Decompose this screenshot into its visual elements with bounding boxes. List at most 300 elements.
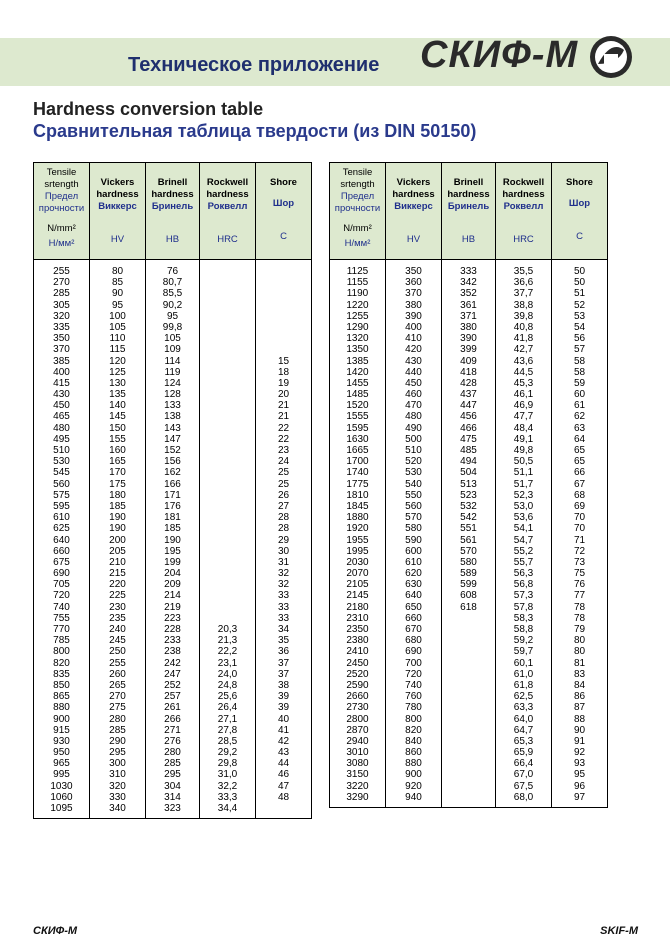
table-cell: 305 — [53, 299, 70, 311]
table-cell: 105 — [164, 333, 181, 345]
table-cell: 57,8 — [513, 601, 534, 613]
banner-title: Техническое приложение — [128, 54, 380, 76]
table-cell: 466 — [460, 422, 477, 434]
table-cell: 304 — [164, 780, 181, 792]
table-cell: 570 — [460, 545, 477, 557]
table-cell — [200, 490, 255, 501]
table-cell: 250 — [109, 646, 126, 658]
table-cell: 540 — [405, 478, 422, 490]
table-cell: 561 — [460, 534, 477, 546]
col-brinell-header: Brinell hardness Бринель HB — [146, 163, 200, 260]
table-cell: 242 — [164, 657, 181, 669]
table-cell: 61 — [573, 400, 586, 412]
table-cell: 1740 — [346, 467, 369, 479]
table-cell: 755 — [53, 612, 70, 624]
table-cell: 54,7 — [513, 534, 534, 546]
table-cell — [200, 501, 255, 512]
table-cell: 190 — [164, 534, 181, 546]
table-cell: 1350 — [346, 344, 369, 356]
table-cell: 35,5 — [513, 266, 534, 277]
table-cell: 504 — [460, 467, 477, 479]
table-cell: 45,3 — [513, 377, 534, 389]
table-cell: 56 — [573, 333, 586, 345]
table-cell: 570 — [405, 512, 422, 524]
table-cell: 342 — [460, 277, 477, 289]
table-cell: 280 — [164, 747, 181, 759]
table-cell: 64,7 — [513, 724, 534, 736]
table-cell: 37,7 — [513, 288, 534, 300]
table-cell — [200, 356, 255, 367]
table-cell: 42 — [277, 735, 290, 747]
table-cell: 530 — [405, 467, 422, 479]
table-cell: 49,1 — [513, 433, 534, 445]
table-cell: 850 — [53, 679, 70, 691]
table-cell: 59,7 — [513, 646, 534, 658]
table-cell: 67,5 — [513, 780, 534, 792]
table-cell: 51,7 — [513, 478, 534, 490]
table-cell: 2590 — [346, 679, 369, 691]
table-cell: 64,0 — [513, 713, 534, 725]
table-cell: 225 — [109, 590, 126, 602]
table-cell: 352 — [460, 288, 477, 300]
table-cell: 83 — [573, 668, 586, 680]
table-cell: 37 — [277, 657, 290, 669]
table-cell: 199 — [164, 556, 181, 568]
table-cell: 450 — [53, 400, 70, 412]
table-cell: 290 — [109, 735, 126, 747]
table-cell: 430 — [405, 355, 422, 367]
table-cell — [256, 288, 311, 299]
table-cell: 43 — [277, 747, 290, 759]
table-cell: 21 — [277, 411, 290, 423]
table-cell: 1845 — [346, 500, 369, 512]
table-cell: 18 — [277, 366, 290, 378]
table-cell: 63,3 — [513, 702, 534, 714]
table-cell: 3290 — [346, 791, 369, 803]
table-cell: 370 — [405, 288, 422, 300]
table-cell: 670 — [405, 624, 422, 635]
table-cell: 54 — [573, 321, 586, 333]
table-cell: 185 — [109, 500, 126, 512]
table-cell: 39 — [277, 702, 290, 714]
table-cell: 50 — [573, 266, 586, 277]
table-cell: 610 — [405, 556, 422, 568]
table-cell: 160 — [109, 445, 126, 456]
table-cell: 820 — [53, 657, 70, 669]
table-cell: 660 — [405, 612, 422, 624]
table-cell: 80 — [573, 646, 586, 658]
table-cell: 295 — [109, 747, 126, 759]
table-cell: 79 — [573, 624, 586, 635]
table-cell: 46 — [277, 769, 290, 781]
table-cell: 310 — [109, 769, 126, 781]
table-cell: 21,3 — [217, 635, 238, 647]
table-cell: 1700 — [346, 456, 369, 468]
table-cell: 1155 — [346, 277, 369, 289]
table-cell: 36 — [277, 646, 290, 658]
table-cell: 480 — [53, 422, 70, 434]
table-cell: 128 — [164, 389, 181, 401]
table-cell: 155 — [109, 433, 126, 445]
table-cell: 320 — [53, 310, 70, 322]
table-cell: 575 — [53, 489, 70, 501]
table-cell: 420 — [405, 344, 422, 356]
table-cell: 300 — [109, 758, 126, 770]
table-cell: 80 — [111, 266, 124, 277]
table-cell: 865 — [53, 691, 70, 703]
table-cell: 595 — [53, 500, 70, 512]
table-cell: 410 — [405, 333, 422, 345]
table-cell: 81 — [573, 657, 586, 669]
table-cell: 90,2 — [162, 299, 183, 311]
table-cell — [200, 411, 255, 422]
col-rockwell-values — [496, 260, 552, 808]
table-cell: 230 — [109, 601, 126, 613]
table-cell: 92 — [573, 747, 586, 759]
table-cell: 143 — [164, 422, 181, 434]
table-cell: 510 — [405, 445, 422, 456]
table-cell: 238 — [164, 646, 181, 658]
col-rockwell-header: Rockwell hardness Роквелл HRC — [200, 163, 256, 260]
table-cell: 385 — [53, 355, 70, 367]
table-cell: 705 — [53, 579, 70, 591]
table-cell: 860 — [405, 747, 422, 759]
title-english: Hardness conversion table — [33, 99, 264, 119]
table-cell: 965 — [53, 758, 70, 770]
table-cell: 75 — [573, 568, 586, 580]
table-cell: 40,8 — [513, 321, 534, 333]
table-cell: 2940 — [346, 735, 369, 747]
table-cell: 2030 — [346, 556, 369, 568]
table-cell: 34,4 — [217, 803, 238, 814]
table-cell: 520 — [405, 456, 422, 468]
table-cell: 51,1 — [513, 467, 534, 479]
table-cell: 73 — [573, 556, 586, 568]
table-cell: 50,5 — [513, 456, 534, 468]
table-cell: 2730 — [346, 702, 369, 714]
table-cell: 1190 — [346, 288, 369, 300]
table-cell: 513 — [460, 478, 477, 490]
table-cell: 51 — [573, 288, 586, 300]
table-cell: 1595 — [346, 422, 369, 434]
table-cell: 37 — [277, 668, 290, 680]
table-cell: 114 — [164, 355, 181, 367]
table-cell: 61,8 — [513, 679, 534, 691]
table-cell: 53,6 — [513, 512, 534, 524]
table-cell: 72 — [573, 545, 586, 557]
table-cell: 71 — [573, 534, 586, 546]
table-cell: 1555 — [346, 411, 369, 423]
table-cell: 90 — [573, 724, 586, 736]
table-cell: 21 — [277, 400, 290, 412]
table-cell: 200 — [109, 534, 126, 546]
table-cell: 589 — [460, 568, 477, 580]
table-cell: 185 — [164, 523, 181, 535]
table-cell — [442, 658, 495, 669]
table-cell — [200, 344, 255, 355]
table-cell: 57 — [573, 344, 586, 356]
table-cell: 580 — [460, 556, 477, 568]
table-cell: 55,7 — [513, 556, 534, 568]
table-cell: 28 — [277, 523, 290, 535]
table-cell: 22 — [277, 433, 290, 445]
table-cell: 390 — [460, 333, 477, 345]
table-cell: 67 — [573, 478, 586, 490]
table-cell: 26 — [277, 489, 290, 501]
table-cell: 720 — [405, 668, 422, 680]
table-cell: 480 — [405, 411, 422, 423]
table-cell: 630 — [405, 579, 422, 591]
table-cell — [442, 758, 495, 769]
table-cell: 399 — [460, 344, 477, 356]
table-cell: 785 — [53, 635, 70, 647]
table-cell: 1290 — [346, 321, 369, 333]
col-vickers-header: Vickers hardness Виккерс HV — [90, 163, 146, 260]
table-cell: 27,8 — [217, 724, 238, 736]
table-cell — [200, 400, 255, 411]
table-cell — [200, 322, 255, 333]
table-cell: 69 — [573, 500, 586, 512]
table-cell — [200, 467, 255, 478]
table-cell: 76 — [166, 266, 179, 277]
table-cell: 720 — [53, 590, 70, 602]
table-cell: 1485 — [346, 389, 369, 401]
table-cell — [256, 322, 311, 333]
table-cell: 314 — [164, 791, 181, 803]
table-cell: 255 — [53, 266, 70, 277]
table-cell: 55,2 — [513, 545, 534, 557]
table-cell: 56,3 — [513, 568, 534, 580]
table-cell: 2410 — [346, 646, 369, 658]
table-cell: 485 — [460, 445, 477, 456]
table-cell: 67,0 — [513, 769, 534, 781]
table-cell: 36,6 — [513, 277, 534, 289]
table-cell: 91 — [573, 735, 586, 747]
table-cell: 550 — [405, 489, 422, 501]
table-cell — [442, 714, 495, 725]
table-cell: 1255 — [346, 310, 369, 322]
col-shore-header: Shore Шор C — [552, 163, 608, 260]
table-cell: 170 — [109, 467, 126, 479]
table-cell: 280 — [109, 713, 126, 725]
table-cell: 950 — [53, 747, 70, 759]
table-cell — [200, 333, 255, 344]
table-cell: 80,7 — [162, 277, 183, 289]
table-cell: 400 — [405, 321, 422, 333]
table-cell: 2105 — [346, 579, 369, 591]
table-cell: 257 — [164, 691, 181, 703]
col-shore-header: Shore Шор C — [256, 163, 312, 260]
table-cell: 105 — [109, 321, 126, 333]
table-cell: 608 — [460, 590, 477, 602]
table-cell: 220 — [109, 579, 126, 591]
table-cell: 65 — [573, 445, 586, 456]
table-cell: 190 — [109, 512, 126, 524]
table-cell — [200, 546, 255, 557]
table-cell: 247 — [164, 668, 181, 680]
table-cell: 33,3 — [217, 791, 238, 803]
table-cell: 625 — [53, 523, 70, 535]
table-cell: 53,0 — [513, 500, 534, 512]
table-cell: 620 — [405, 568, 422, 580]
table-cell: 1775 — [346, 478, 369, 490]
table-cell: 68 — [573, 489, 586, 501]
table-cell: 66,4 — [513, 758, 534, 770]
table-cell: 800 — [405, 713, 422, 725]
table-cell: 1220 — [346, 299, 369, 311]
table-cell: 70 — [573, 512, 586, 524]
table-cell: 87 — [573, 702, 586, 714]
table-cell: 58 — [573, 366, 586, 378]
table-cell: 260 — [109, 668, 126, 680]
table-cell: 133 — [164, 400, 181, 412]
table-cell: 380 — [460, 321, 477, 333]
table-cell — [442, 747, 495, 758]
table-cell: 25,6 — [217, 691, 238, 703]
table-cell — [200, 535, 255, 546]
table-cell — [442, 624, 495, 635]
table-cell: 195 — [164, 545, 181, 557]
table-cell: 52,3 — [513, 489, 534, 501]
table-cell: 34 — [277, 624, 290, 635]
table-cell: 1810 — [346, 489, 369, 501]
table-cell: 50 — [573, 277, 586, 289]
table-cell: 1060 — [50, 791, 73, 803]
table-cell: 618 — [460, 601, 477, 613]
col-rockwell-values — [200, 260, 256, 819]
table-cell: 1420 — [346, 366, 369, 378]
table-cell: 245 — [109, 635, 126, 647]
table-cell — [442, 646, 495, 657]
table-cell: 39,8 — [513, 310, 534, 322]
table-cell: 95 — [573, 769, 586, 781]
table-cell: 660 — [53, 545, 70, 557]
table-cell: 361 — [460, 299, 477, 311]
table-cell: 24 — [277, 456, 290, 468]
table-cell — [442, 725, 495, 736]
table-cell: 285 — [53, 288, 70, 300]
table-header-row — [34, 163, 312, 260]
table-cell: 68,0 — [513, 791, 534, 803]
table-cell: 450 — [405, 377, 422, 389]
table-cell: 390 — [405, 310, 422, 322]
table-cell: 85,5 — [162, 288, 183, 300]
table-cell: 28 — [277, 512, 290, 524]
table-cell — [442, 736, 495, 747]
table-cell: 2180 — [346, 601, 369, 613]
table-cell: 119 — [164, 366, 181, 378]
table-cell: 48,4 — [513, 422, 534, 434]
table-cell: 20 — [277, 389, 290, 401]
table-cell: 25 — [277, 478, 290, 490]
table-cell: 145 — [109, 411, 126, 423]
table-cell: 59 — [573, 377, 586, 389]
table-cell: 580 — [405, 523, 422, 535]
table-cell: 270 — [53, 277, 70, 289]
table-cell: 835 — [53, 668, 70, 680]
table-cell: 740 — [53, 601, 70, 613]
table-cell: 147 — [164, 433, 181, 445]
table-cell: 49,8 — [513, 445, 534, 456]
table-cell: 28,5 — [217, 735, 238, 747]
table-cell: 770 — [53, 624, 70, 635]
table-cell: 97 — [573, 791, 586, 803]
col-tensile-values — [330, 260, 386, 808]
table-cell: 1955 — [346, 534, 369, 546]
col-brinell-values — [442, 260, 496, 808]
table-cell: 223 — [164, 612, 181, 624]
table-cell: 65 — [573, 456, 586, 468]
table-cell — [200, 456, 255, 467]
table-cell: 1125 — [346, 266, 369, 277]
hardness-table-left — [33, 162, 312, 819]
table-cell: 219 — [164, 601, 181, 613]
table-cell: 240 — [109, 624, 126, 635]
table-cell: 39 — [277, 691, 290, 703]
table-cell: 93 — [573, 758, 586, 770]
table-cell: 640 — [53, 534, 70, 546]
col-shore-values — [552, 260, 608, 808]
col-tensile-header: Tensile srtength Предел прочности N/mm² Н/мм² — [330, 163, 386, 260]
table-cell: 110 — [109, 333, 126, 345]
table-cell: 1520 — [346, 400, 369, 412]
table-cell: 542 — [460, 512, 477, 524]
table-cell: 920 — [405, 780, 422, 792]
table-cell: 560 — [53, 478, 70, 490]
table-cell: 65,3 — [513, 735, 534, 747]
table-cell: 33 — [277, 612, 290, 624]
col-vickers-values — [386, 260, 442, 808]
table-cell: 44,5 — [513, 366, 534, 378]
table-cell: 181 — [164, 512, 181, 524]
table-cell — [200, 423, 255, 434]
table-cell: 335 — [53, 321, 70, 333]
table-cell: 233 — [164, 635, 181, 647]
table-cell — [200, 311, 255, 322]
table-cell: 2145 — [346, 590, 369, 602]
table-cell: 900 — [405, 769, 422, 781]
table-cell: 190 — [109, 523, 126, 535]
table-cell: 295 — [164, 769, 181, 781]
table-cell: 171 — [164, 489, 181, 501]
table-cell — [200, 300, 255, 311]
table-cell: 323 — [164, 803, 181, 814]
table-cell: 27 — [277, 500, 290, 512]
table-cell — [200, 389, 255, 400]
table-cell: 205 — [109, 545, 126, 557]
table-cell: 88 — [573, 713, 586, 725]
table-cell: 42,7 — [513, 344, 534, 356]
table-cell: 180 — [109, 489, 126, 501]
table-cell: 32,2 — [217, 780, 238, 792]
table-cell: 530 — [53, 456, 70, 468]
table-cell: 138 — [164, 411, 181, 423]
table-cell — [442, 781, 495, 792]
table-cell — [200, 445, 255, 456]
table-cell: 495 — [53, 433, 70, 445]
table-cell: 640 — [405, 590, 422, 602]
table-cell: 340 — [109, 803, 126, 814]
table-cell — [256, 266, 311, 277]
table-cell: 109 — [164, 344, 181, 356]
table-cell: 125 — [109, 366, 126, 378]
table-cell: 20,3 — [217, 624, 238, 635]
table-cell: 465 — [53, 411, 70, 423]
table-cell: 285 — [164, 758, 181, 770]
table-cell: 940 — [405, 791, 422, 803]
table-cell: 48 — [277, 791, 290, 803]
table-cell: 700 — [405, 657, 422, 669]
